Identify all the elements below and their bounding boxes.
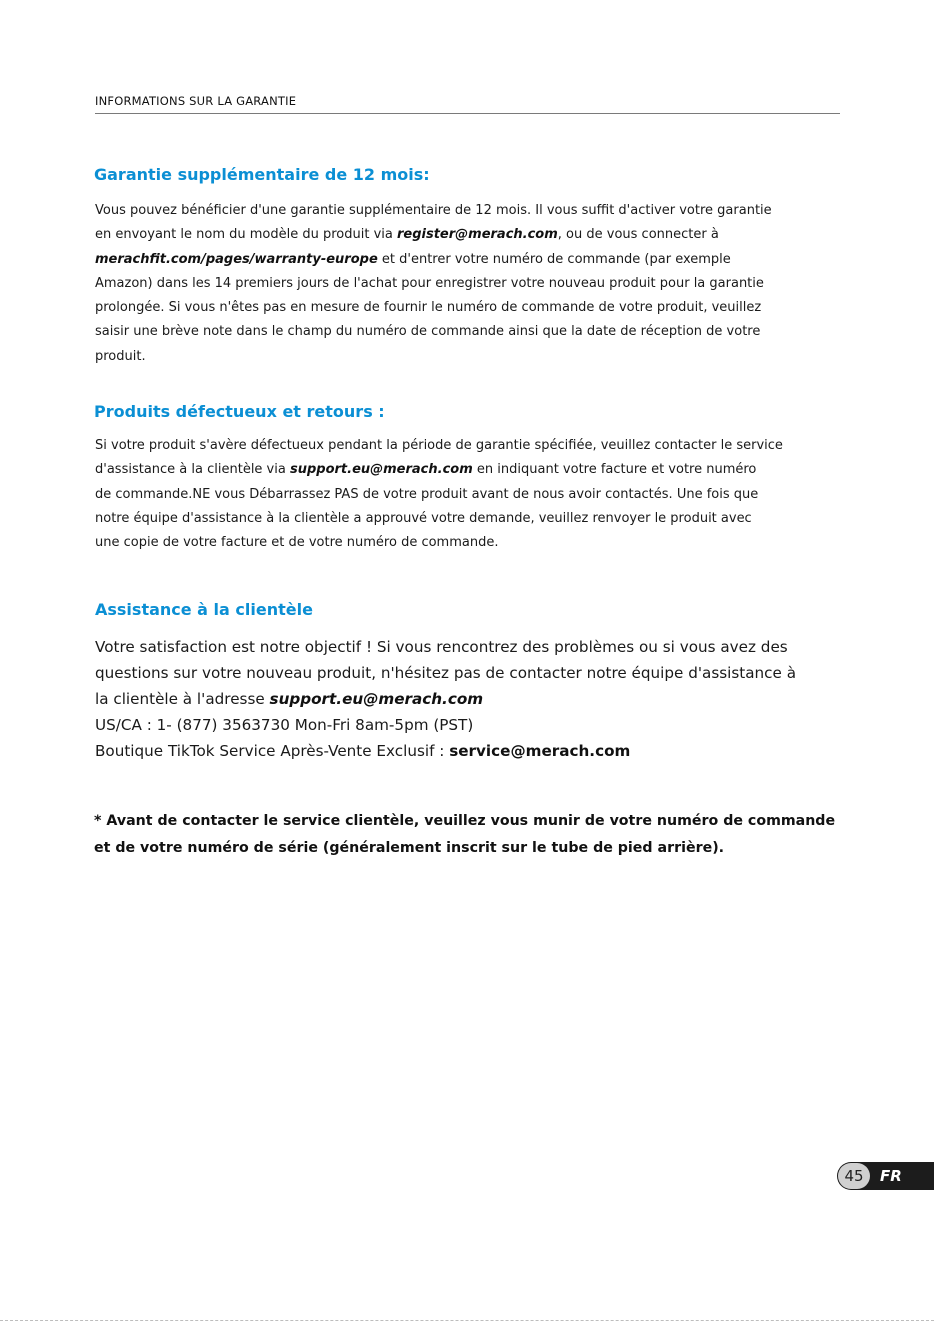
customer-support-paragraph (95, 634, 796, 764)
text-segment: la clientèle à l'adresse (95, 690, 270, 708)
text-segment: en indiquant votre facture et votre numéro (472, 462, 757, 478)
text-line: Si votre produit s'avère défectueux pendant la période de garantie spécifiée, veuillez contacter le service (95, 438, 783, 453)
register-email-link[interactable]: register@merach.com (396, 227, 558, 243)
text-line: saisir une brève note dans le champ du numéro de commande ainsi que la date de réception de votre (95, 324, 761, 340)
page-number: 45 (838, 1163, 870, 1189)
text-line: notre équipe d'assistance à la clientèle a approuvé votre demande, veuillez renvoyer le produit avec (95, 510, 752, 526)
text-line: une copie de votre facture et de votre numéro de commande. (95, 535, 499, 551)
defective-returns-paragraph (95, 434, 783, 555)
contact-note (94, 808, 835, 862)
text-segment: , ou de vous connecter à (557, 227, 719, 243)
text-segment: Boutique TikTok Service Après-Vente Exclusif : (95, 742, 450, 760)
page-header: INFORMATIONS SUR LA GARANTIE (95, 94, 840, 114)
text-line: produit. (95, 348, 146, 364)
text-line (95, 248, 772, 272)
text-line: prolongée. Si vous n'êtes pas en mesure de fournir le numéro de commande de votre produit, veuillez (95, 300, 762, 316)
text-line: Amazon) dans les 14 premiers jours de l'achat pour enregistrer votre nouveau produit pour la garantie (95, 275, 764, 291)
extended-warranty-paragraph (95, 199, 772, 369)
tiktok-line (95, 738, 796, 764)
text-segment: d'assistance à la clientèle via (95, 462, 290, 478)
section-title-extended-warranty: Garantie supplémentaire de 12 mois: (94, 165, 430, 184)
text-line: Votre satisfaction est notre objectif ! Si vous rencontrez des problèmes ou si vous avez des (95, 638, 788, 656)
section-title-defective-returns: Produits défectueux et retours : (94, 402, 385, 421)
text-line: de commande.NE vous Débarrassez PAS de votre produit avant de nous avoir contactés. Une fois que (95, 486, 759, 502)
support-email-link[interactable]: support.eu@merach.com (269, 690, 484, 708)
support-email-link[interactable]: support.eu@merach.com (289, 462, 473, 478)
note-line: et de votre numéro de série (généralement inscrit sur le tube de pied arrière). (94, 840, 725, 856)
page-bottom-divider (0, 1320, 934, 1321)
phone-line: US/CA : 1- (877) 3563730 Mon-Fri 8am-5pm (PST) (95, 716, 474, 734)
text-segment: en envoyant le nom du modèle du produit via (95, 227, 397, 243)
text-line (95, 686, 796, 712)
text-line (95, 458, 783, 482)
section-title-customer-support: Assistance à la clientèle (95, 600, 313, 619)
text-segment: et d'entrer votre numéro de commande (par exemple (377, 251, 731, 267)
text-line: questions sur votre nouveau produit, n'hésitez pas de contacter notre équipe d'assistance à (95, 664, 796, 682)
note-line: * Avant de contacter le service clientèle, veuillez vous munir de votre numéro de commande (94, 813, 836, 829)
text-line: Vous pouvez bénéficier d'une garantie supplémentaire de 12 mois. Il vous suffit d'activer votre garantie (95, 203, 772, 218)
service-email-link[interactable]: service@merach.com (449, 742, 631, 760)
warranty-page-link[interactable]: merachfit.com/pages/warranty-europe (95, 251, 378, 267)
language-code: FR (880, 1167, 902, 1185)
text-line (95, 223, 772, 247)
